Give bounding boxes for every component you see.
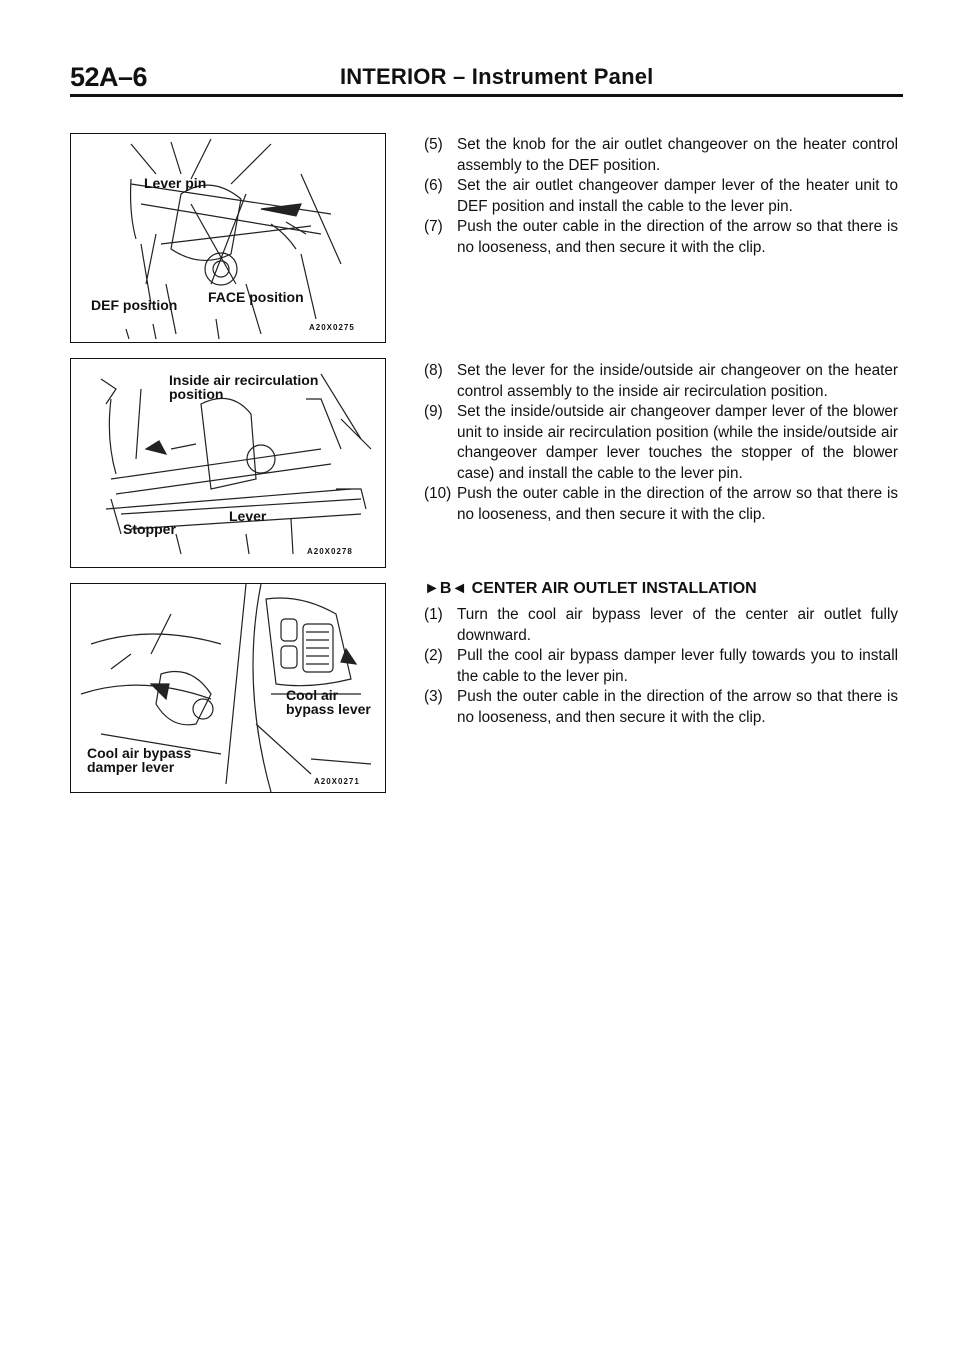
figure-code: A20X0278 xyxy=(307,547,353,556)
steps-inside-outside-air xyxy=(424,361,898,525)
figure-lever-pin xyxy=(70,133,386,343)
step-number: (3) xyxy=(424,688,443,705)
label-stopper: Stopper xyxy=(123,521,176,537)
page-code: 52A–6 xyxy=(70,62,148,92)
step-item xyxy=(424,484,898,525)
figure-cool-air-bypass xyxy=(70,583,386,793)
label-damper-lever: damper lever xyxy=(87,759,175,775)
label-bypass-lever: bypass lever xyxy=(286,701,371,717)
label-inside-air-recirculation: Inside air recirculation xyxy=(169,372,319,388)
step-item xyxy=(424,361,898,402)
step-item xyxy=(424,687,898,728)
step-number: (7) xyxy=(424,218,443,235)
step-text: Set the knob for the air outlet changeover on the heater control assembly to the DEF position. xyxy=(457,136,898,174)
step-item xyxy=(424,217,898,258)
figure-code: A20X0271 xyxy=(314,777,360,786)
step-number: (9) xyxy=(424,403,443,420)
section-title: INTERIOR – Instrument Panel xyxy=(340,64,654,89)
subsection-title: ►B◄ CENTER AIR OUTLET INSTALLATION xyxy=(424,580,757,597)
step-number: (1) xyxy=(424,606,443,623)
step-text: Push the outer cable in the direction of the arrow so that there is no looseness, and then secure it with the clip. xyxy=(457,218,898,256)
label-face-position: FACE position xyxy=(208,289,304,305)
step-text: Set the inside/outside air changeover damper lever of the blower unit to inside air recirculation position (while the inside/outside air changeover damper lever touches the stopper of the blower case) and install the cable to the lever pin. xyxy=(457,403,898,482)
step-text: Set the air outlet changeover damper lever of the heater unit to DEF position and install the cable to the lever pin. xyxy=(457,177,898,215)
steps-center-air-outlet xyxy=(424,605,898,728)
step-number: (5) xyxy=(424,136,443,153)
step-item xyxy=(424,402,898,484)
step-number: (2) xyxy=(424,647,443,664)
steps-air-outlet xyxy=(424,135,898,258)
figure-inside-air-recirculation xyxy=(70,358,386,568)
step-text: Push the outer cable in the direction of the arrow so that there is no looseness, and then secure it with the clip. xyxy=(457,485,898,523)
step-item xyxy=(424,135,898,176)
step-number: (6) xyxy=(424,177,443,194)
label-lever: Lever xyxy=(229,508,267,524)
step-item xyxy=(424,176,898,217)
label-def-position: DEF position xyxy=(91,297,178,313)
label-cool-air-bypass: Cool air bypass xyxy=(87,745,192,761)
step-item xyxy=(424,646,898,687)
label-position: position xyxy=(169,386,224,402)
step-text: Push the outer cable in the direction of the arrow so that there is no looseness, and then secure it with the clip. xyxy=(457,688,898,726)
step-number: (8) xyxy=(424,362,443,379)
header-rule xyxy=(70,94,903,97)
step-item xyxy=(424,605,898,646)
step-text: Turn the cool air bypass lever of the center air outlet fully downward. xyxy=(457,606,898,644)
step-text: Set the lever for the inside/outside air changeover on the heater control assembly to the inside air recirculation position. xyxy=(457,362,898,400)
step-number: (10) xyxy=(424,485,452,502)
label-cool-air: Cool air xyxy=(286,687,339,703)
figure-code: A20X0275 xyxy=(309,323,355,332)
step-text: Pull the cool air bypass damper lever fully towards you to install the cable to the lever pin. xyxy=(457,647,898,685)
label-lever-pin: Lever pin xyxy=(144,175,207,191)
figure-2-illustration xyxy=(71,359,385,567)
